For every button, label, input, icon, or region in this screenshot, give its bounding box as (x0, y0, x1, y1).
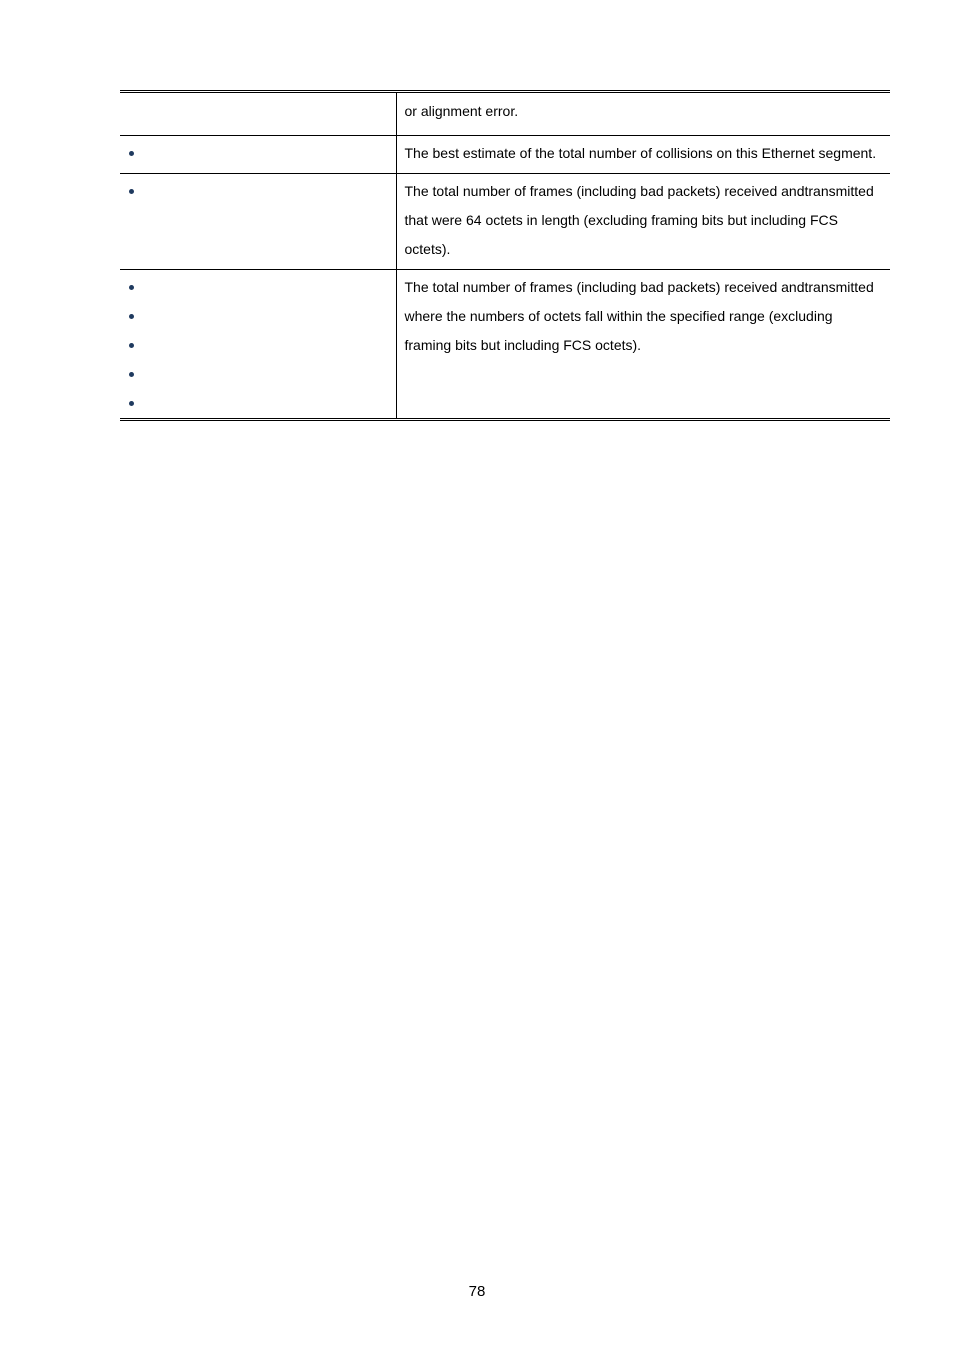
list-item (129, 302, 396, 331)
bullet-list (120, 270, 396, 418)
bullet-icon (129, 314, 134, 319)
bullet-icon (129, 372, 134, 377)
object-cell (120, 92, 396, 136)
list-item (129, 389, 396, 418)
page-number: 78 (468, 1283, 486, 1300)
counter-description-table (120, 90, 890, 421)
bullet-icon (129, 189, 134, 194)
bullet-icon (129, 151, 134, 156)
bullet-list (120, 136, 396, 168)
description-cell: The total number of frames (including bad packets) received andtransmitted that were 64 octets in length (excluding framing bits but including FCS octets). (396, 174, 890, 270)
bullet-list (120, 174, 396, 206)
table-row (120, 136, 890, 174)
list-item (129, 273, 396, 302)
object-cell (120, 174, 396, 270)
bullet-icon (129, 285, 134, 290)
bullet-icon (129, 343, 134, 348)
object-cell (120, 270, 396, 420)
bullet-icon (129, 401, 134, 406)
table-row (120, 92, 890, 136)
description-cell: The total number of frames (including bad packets) received andtransmitted where the numbers of octets fall within the specified range (excluding framing bits but including FCS octets). (404, 279, 874, 353)
list-item (129, 331, 396, 360)
description-cell: The best estimate of the total number of collisions on this Ethernet segment. (396, 136, 890, 174)
table-row (120, 270, 890, 420)
list-item (129, 177, 396, 206)
list-item (129, 139, 396, 168)
list-item (129, 360, 396, 389)
object-cell (120, 136, 396, 174)
table-row (120, 174, 890, 270)
description-cell: or alignment error. (396, 92, 890, 136)
